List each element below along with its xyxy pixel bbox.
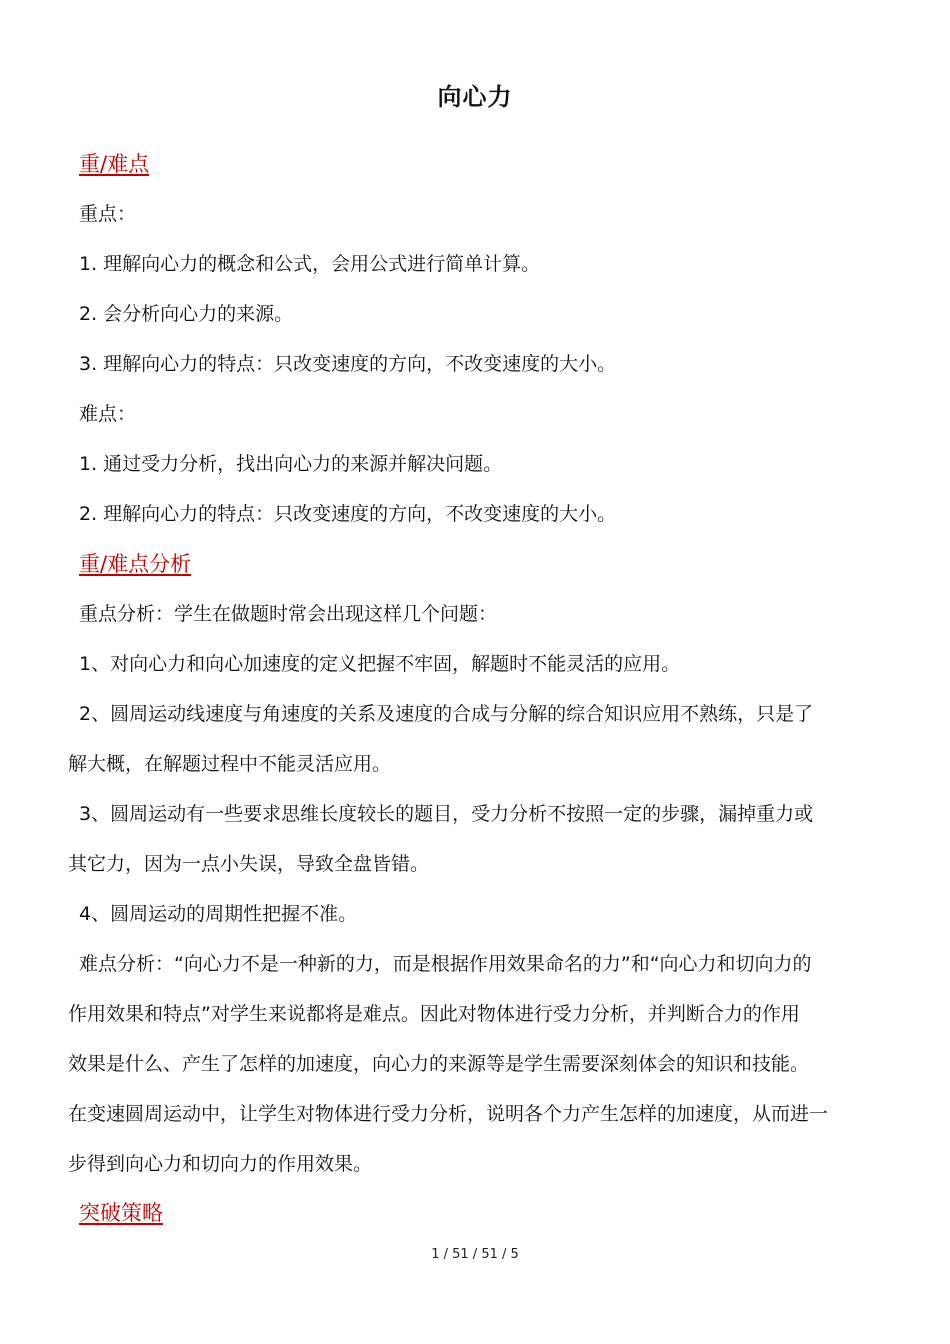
analysis-line: 步得到向心力和切向力的作用效果。	[68, 1153, 373, 1175]
analysis-line: 3、圆周运动有一些要求思维长度较长的题目，受力分析不按照一定的步骤，漏掉重力或	[79, 803, 814, 825]
difficult-point-item: 2. 理解向心力的特点：只改变速度的方向，不改变速度的大小。	[79, 503, 617, 525]
section-heading-strategy: 突破策略	[79, 1201, 163, 1225]
key-point-item: 1. 理解向心力的概念和公式，会用公式进行简单计算。	[79, 253, 541, 275]
analysis-line: 效果是什么、产生了怎样的加速度，向心力的来源等是学生需要深刻体会的知识和技能。	[68, 1053, 810, 1075]
difficult-points-label: 难点：	[79, 403, 137, 425]
key-point-item: 2. 会分析向心力的来源。	[79, 303, 294, 325]
key-point-item: 3. 理解向心力的特点：只改变速度的方向，不改变速度的大小。	[79, 353, 617, 375]
analysis-line: 解大概，在解题过程中不能灵活应用。	[68, 753, 392, 775]
analysis-line: 4、圆周运动的周期性把握不准。	[79, 903, 358, 925]
analysis-line: 作用效果和特点”对学生来说都将是难点。因此对物体进行受力分析，并判断合力的作用	[68, 1003, 800, 1025]
difficult-point-item: 1. 通过受力分析，找出向心力的来源并解决问题。	[79, 453, 503, 475]
analysis-line: 难点分析：“向心力不是一种新的力，而是根据作用效果命名的力”和“向心力和切向力的	[79, 953, 812, 975]
analysis-line: 1、对向心力和向心加速度的定义把握不牢固，解题时不能灵活的应用。	[79, 653, 681, 675]
key-points-label: 重点：	[79, 203, 137, 225]
analysis-line: 重点分析：学生在做题时常会出现这样几个问题：	[79, 603, 498, 625]
page-title: 向心力	[437, 83, 513, 111]
analysis-line: 2、圆周运动线速度与角速度的关系及速度的合成与分解的综合知识应用不熟练，只是了	[79, 703, 814, 725]
analysis-line: 在变速圆周运动中，让学生对物体进行受力分析，说明各个力产生怎样的加速度，从而进一	[68, 1103, 829, 1125]
page-footer: 1 / 51 / 51 / 5	[431, 1247, 519, 1262]
section-heading-analysis: 重/难点分析	[79, 552, 192, 576]
analysis-line: 其它力，因为一点小失误，导致全盘皆错。	[68, 853, 430, 875]
section-heading-key-difficult: 重/难点	[79, 152, 150, 176]
